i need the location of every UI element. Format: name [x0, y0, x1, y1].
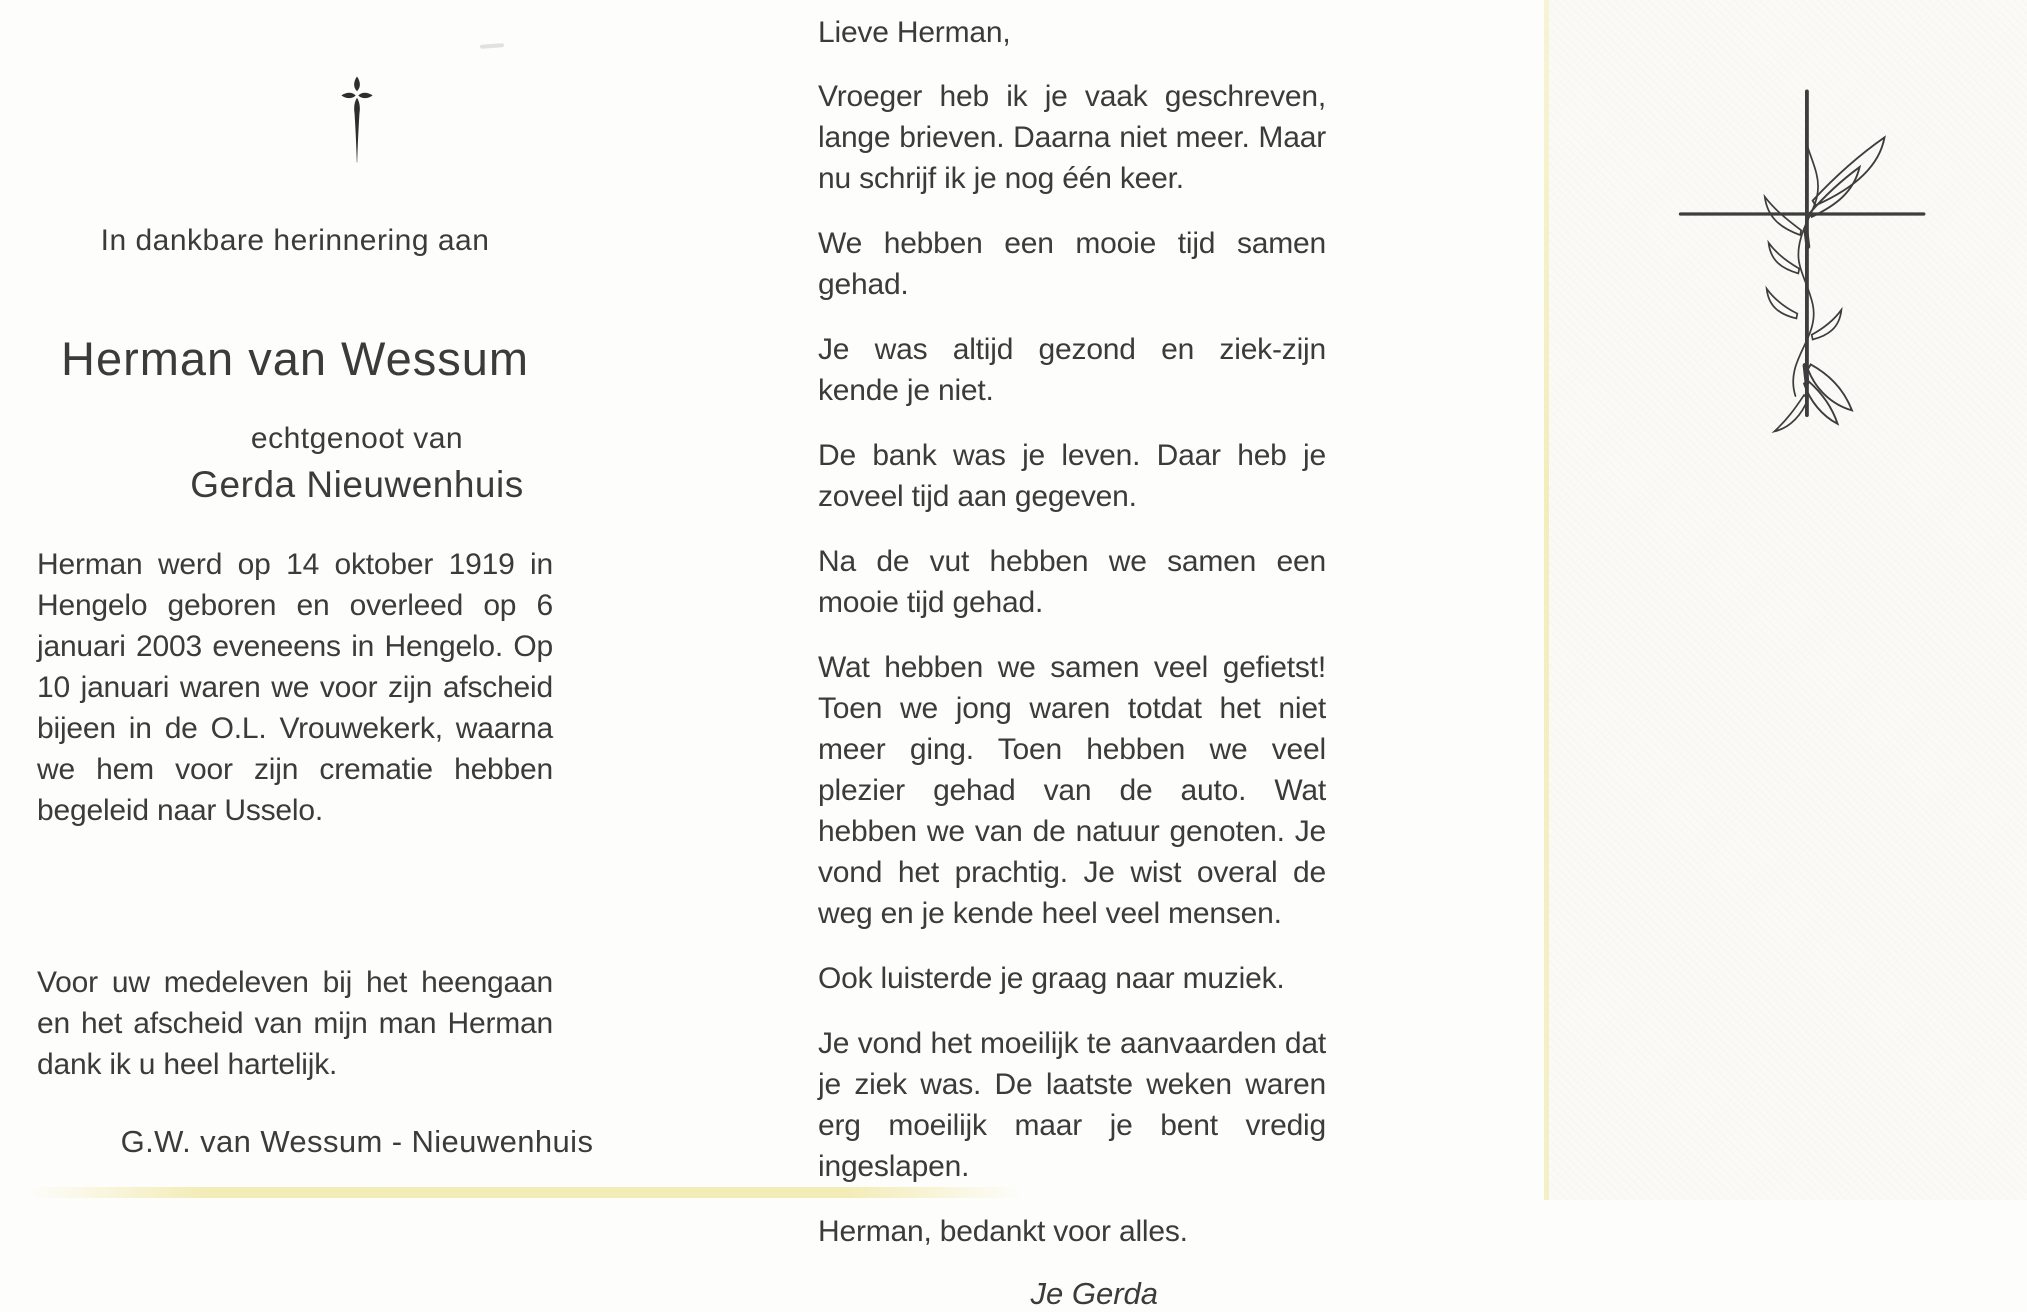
letter-panel: [818, 16, 1326, 1312]
letter-paragraph: Ook luisterde je graag naar muziek.: [818, 962, 1285, 995]
letter-paragraph: Je was altijd gezond en ziek-zijn kende je niet.: [818, 333, 1326, 407]
card-bottom-edge: [28, 1187, 1023, 1198]
letter-salutation: Lieve Herman,: [818, 16, 1011, 49]
biography-paragraph: Herman werd op 14 oktober 1919 in Hengelo geboren en overleed op 6 januari 2003 eveneens in Hengelo. Op 10 januari waren we voor zijn afscheid bijeen in de O.L. Vrouwekerk, waarna we hem voor zijn crematie hebben begeleid naar Usselo.: [37, 548, 553, 827]
memorial-intro: In dankbare herinnering aan: [100, 224, 490, 257]
letter-paragraph: Na de vut hebben we samen een mooie tijd gehad.: [818, 545, 1326, 619]
memorial-panel: [37, 0, 594, 1200]
spouse-label: echtgenoot van: [250, 422, 464, 455]
letter-paragraph: Herman, bedankt voor alles.: [818, 1215, 1188, 1248]
widow-signature: G.W. van Wessum - Nieuwenhuis: [120, 1124, 594, 1159]
letter-paragraph: Vroeger heb ik je vaak geschreven, lange brieven. Daarna niet meer. Maar nu schrijf ik je nog één keer.: [818, 80, 1326, 195]
thanks-paragraph: Voor uw medeleven bij het heengaan en het afscheid van mijn man Herman dank ik u heel hartelijk.: [37, 966, 553, 1081]
scan-smudge: [480, 43, 504, 49]
spouse-name: Gerda Nieuwenhuis: [190, 463, 524, 505]
letter-paragraph: Wat hebben we samen veel gefietst! Toen we jong waren totdat het niet meer ging. Toen hebben we veel plezier gehad van de auto. Wat hebben we van de natuur genoten. Je vond het prachtig. Je wist overal de weg en je kende heel veel mensen.: [818, 651, 1326, 930]
letter-paragraph: De bank was je leven. Daar heb je zoveel tijd aan gegeven.: [818, 439, 1326, 513]
letter-signature: Je Gerda: [1030, 1276, 1158, 1311]
deceased-name: Herman van Wessum: [61, 332, 529, 386]
cross-ornament-icon: [340, 74, 374, 166]
letter-paragraph: Je vond het moeilijk te aanvaarden dat je ziek was. De laatste weken waren erg moeilijk maar je bent vredig ingeslapen.: [818, 1027, 1326, 1183]
letter-paragraph: We hebben een mooie tijd samen gehad.: [818, 227, 1326, 301]
cross-with-leaves-illustration: [1655, 78, 1955, 442]
spouse-block: [99, 420, 615, 508]
